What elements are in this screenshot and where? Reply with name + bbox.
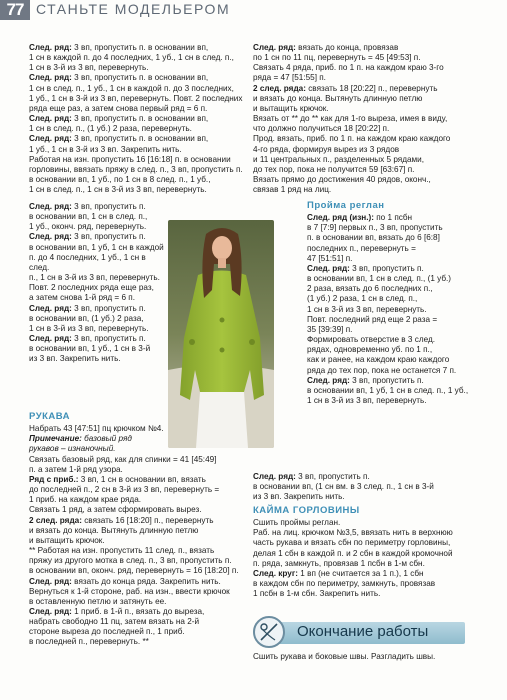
line-text: 1 приб. на каждом крае ряда. — [29, 495, 142, 505]
line-text: 3 вп, пропустить п. — [71, 303, 146, 313]
text-line — [307, 325, 485, 335]
text-line — [29, 43, 249, 53]
text-line — [307, 284, 485, 294]
text-line — [29, 165, 249, 175]
line-text: пряжу из другого мотка в след. п., 3 вп, пропустить п. — [29, 556, 232, 566]
line-text: п. а затем 1-й ряд узора. — [29, 464, 123, 474]
line-text: связать 16 [18:20] п., перевернуть — [81, 515, 214, 525]
needle-scissors-icon — [253, 616, 285, 648]
row-label: След. ряд: — [29, 134, 72, 144]
row-label: След. ряд: — [29, 606, 72, 616]
text-line — [307, 386, 485, 396]
line-text: 1 сн в след. п., (1 уб.) 2 раза, перевернуть. — [29, 124, 192, 134]
line-text: 1 уб., 1 сн в 3-й из 3 вп, перевернуть. Повт. 2 последних — [29, 93, 243, 103]
line-text: Вязать прямо до достижения 40 рядов, оконч., — [253, 175, 431, 185]
line-text: 1 уб., оконч. ряд, перевернуть. — [29, 222, 147, 232]
line-text: 1 сн в 3-й из 3 вп, перевернуть. — [29, 63, 149, 73]
finishing-text: Сшить рукава и боковые швы. Разгладить швы. — [253, 652, 436, 661]
right-column-top — [253, 43, 478, 195]
text-line — [253, 175, 478, 185]
finishing-banner — [253, 616, 465, 648]
line-text: что должно получиться 18 [20:22] п. — [253, 124, 390, 134]
line-text: связав 1 ряд на лиц. — [253, 185, 332, 195]
text-line — [29, 556, 249, 566]
line-text: в основании вп, (1 сн вм. в 3 след. п., 1 сн в 3-й — [253, 482, 434, 492]
row-label: След. ряд: — [29, 73, 72, 83]
line-text: до тех пор, пока не получится 59 [63:67] п. — [253, 164, 415, 174]
line-text: 3 вп, пропустить п. в основании вп, — [71, 73, 209, 83]
text-line — [29, 253, 167, 273]
line-text: а затем снова 1-й ряд = 6 п. — [29, 293, 135, 303]
line-text: ** Работая на изн. пропустить 11 след. п., вязать — [29, 546, 215, 556]
text-line — [29, 495, 249, 505]
text-line — [253, 549, 478, 559]
text-line — [29, 104, 249, 114]
text-line — [253, 155, 478, 165]
row-label: След. ряд: — [29, 114, 72, 124]
text-line — [29, 505, 249, 515]
raglan-section — [307, 201, 485, 406]
line-text: в последней п., перевернуть. ** — [29, 637, 149, 647]
line-text: Связать базовый ряд, как для спинки = 41 [45:49] — [29, 454, 217, 464]
text-line — [29, 587, 249, 597]
left-column-top — [29, 43, 249, 195]
line-text: 3 вп, пропустить п. — [349, 375, 424, 385]
text-line — [29, 73, 249, 83]
line-text: Сшить проймы реглан. — [253, 518, 341, 528]
line-text: 3 вп, пропустить п. — [71, 334, 146, 344]
text-line — [253, 538, 478, 548]
row-label: След. ряд: — [29, 576, 72, 586]
text-line — [29, 124, 249, 134]
finishing-title: Окончание работы — [297, 623, 429, 640]
line-text: 1 сн в 3-й из 3 вп, перевернуть. — [307, 395, 427, 405]
text-line — [29, 344, 167, 354]
line-text: 1 сн в 3-й из 3 вп, перевернуть. — [29, 323, 149, 333]
text-line — [307, 264, 485, 274]
line-text: 3 вп, пропустить п. — [71, 232, 146, 242]
line-text: делая 1 сбн в каждой п. и 2 сбн в каждой кромочной — [253, 548, 453, 558]
text-line — [29, 637, 249, 647]
line-text: и вязать до конца. Вытянуть длинную петлю — [253, 93, 423, 103]
text-line — [307, 376, 485, 386]
row-label: След. ряд: — [253, 472, 296, 481]
line-text: и вязать до конца. Вытянуть длинную петлю — [29, 525, 199, 535]
text-line — [307, 244, 485, 254]
text-line — [253, 104, 478, 114]
header-title: СТАНЬТЕ МОДЕЛЬЕРОМ — [36, 1, 231, 17]
text-line — [253, 472, 478, 482]
line-text: в основании вп, оконч. ряд, перевернуть = 16 [18:20] п. — [29, 566, 239, 576]
line-text: Связать 1 ряд, а затем сформировать вырез. — [29, 505, 202, 515]
text-line — [307, 366, 485, 376]
text-line — [253, 528, 478, 538]
text-line — [253, 482, 478, 492]
text-line — [29, 283, 167, 293]
page-number: 77 — [0, 0, 30, 20]
text-line — [29, 455, 249, 465]
text-line — [29, 212, 167, 222]
text-line — [253, 84, 478, 94]
text-line — [29, 94, 249, 104]
text-line — [253, 145, 478, 155]
text-line — [307, 335, 485, 345]
line-text: Повт. 2 последних ряда еще раз, — [29, 283, 154, 293]
text-line — [29, 597, 249, 607]
text-line — [253, 43, 478, 53]
text-line — [253, 124, 478, 134]
line-text: 1 сн в 3-й из 3 вп, перевернуть. — [307, 304, 427, 314]
line-text: как и ранее, на каждом краю каждого — [307, 355, 450, 365]
line-text: в основании вп, 1 уб., по 1 сн в 8 след. п., 1 уб., — [29, 175, 211, 185]
line-text: 1 уб., 1 сн в 3-й из 3 вп. Закрепить нить. — [29, 144, 182, 154]
text-line — [29, 536, 249, 546]
text-line — [29, 577, 249, 587]
text-line — [253, 569, 478, 579]
text-line — [29, 222, 167, 232]
sleeves-heading: РУКАВА — [29, 411, 71, 422]
text-line — [29, 84, 249, 94]
line-text: Работая на изн. пропустить 16 [16:18] п. в основании — [29, 154, 231, 164]
line-text: 1 сн в каждой п. до 4 последних, 1 уб., 1 сн в след. п., — [29, 53, 234, 63]
line-text: Набрать 43 [47:51] пц крючком №4. — [29, 424, 164, 434]
text-line — [29, 334, 167, 344]
line-text: и вытащить крючок. — [29, 535, 105, 545]
line-text: рядах, одновременно уб. по 1 п., — [307, 345, 433, 355]
line-text: и вытащить крючок. — [253, 103, 329, 113]
text-line — [29, 243, 167, 253]
line-text: 1 сн в след. п., 1 сн в 3-й из 3 вп, перевернуть. — [29, 185, 207, 195]
line-text: по 1 псбн — [373, 213, 413, 223]
line-text: ряда еще раз, а затем снова первый ряд = 6 п. — [29, 103, 208, 113]
text-line — [29, 114, 249, 124]
text-line — [307, 213, 485, 223]
line-text: п. в основании вп, вязать до 6 [6:8] — [307, 233, 440, 243]
line-text: Прод. вязать, приб. по 1 п. на каждом краю каждого — [253, 134, 451, 144]
text-line — [307, 305, 485, 315]
row-label: Примечание: — [29, 434, 82, 444]
text-line — [29, 324, 167, 334]
line-text: (1 уб.) 2 раза, 1 сн в след. п., — [307, 294, 418, 304]
text-line — [307, 223, 485, 233]
text-line — [307, 345, 485, 355]
text-line — [307, 294, 485, 304]
row-label: Ряд с приб.: — [29, 474, 79, 484]
line-text: в основании вп, 1 уб, 1 сн в каждой — [29, 242, 164, 252]
line-text: стороне выреза до последней п., 1 приб. — [29, 627, 185, 637]
text-line — [29, 475, 249, 485]
text-line — [253, 579, 478, 589]
line-text: 3 вп, пропустить п. — [349, 263, 424, 273]
line-text: Вязать от ** до ** как для 1-го выреза, имея в виду, — [253, 114, 448, 124]
line-text: 3 вп, пропустить п. в основании вп, — [71, 43, 209, 52]
row-label: След. круг: — [253, 568, 298, 578]
line-text: ряда до тех пор, пока не останется 7 п. — [307, 365, 457, 375]
line-text: в основании вп, 1 сн в след. п., — [29, 212, 148, 222]
line-text: в основании вп, 1 сн в след. п., (1 уб.) — [307, 274, 452, 284]
text-line — [253, 589, 478, 599]
text-line — [29, 293, 167, 303]
text-line — [307, 315, 485, 325]
text-line — [253, 73, 478, 83]
text-line — [29, 617, 249, 627]
line-text: последних п., перевернуть = — [307, 243, 416, 253]
raglan-final-rows — [253, 472, 478, 502]
line-text: вязать до конца ряда. Закрепить нить. — [71, 576, 221, 586]
line-text: из 3 вп. Закрепить нить. — [253, 492, 345, 502]
line-text: до последней п., 2 сн в 3-й из 3 вп, перевернуть = — [29, 485, 220, 495]
row-label: След. ряд (изн.): — [307, 213, 374, 223]
text-line — [253, 518, 478, 528]
line-text: в основании вп, (1 уб.) 2 раза, — [29, 313, 144, 323]
line-text: и 11 центральных п., разделенных 5 рядами, — [253, 154, 425, 164]
neckband-section — [253, 502, 478, 599]
line-text: в основании вп, 1 уб, 1 сн в след. п., 1 уб., — [307, 385, 469, 395]
line-text: 3 вп, пропустить п. в основании вп, — [71, 114, 209, 124]
text-line — [29, 354, 167, 364]
line-text: 1 приб. в 1-й п., вязать до выреза, — [71, 606, 205, 616]
text-line — [29, 155, 249, 165]
text-line — [29, 175, 249, 185]
line-text: рукавов – изнаночный. — [29, 444, 116, 454]
text-line — [253, 94, 478, 104]
row-label: След. ряд: — [29, 43, 72, 52]
text-line — [29, 516, 249, 526]
text-line — [29, 465, 249, 475]
row-label: След. ряд: — [307, 263, 350, 273]
raglan-heading: Пройма реглан — [307, 200, 385, 211]
text-line — [253, 53, 478, 63]
line-text: 35 [39:39] п. — [307, 324, 353, 334]
text-line — [307, 355, 485, 365]
line-text: п. до 4 последних, 1 уб., 1 сн в след. — [29, 252, 146, 272]
text-line — [29, 185, 249, 195]
line-text: в каждом сбн по периметру, замкнуть, провязав — [253, 579, 436, 589]
text-line — [29, 53, 249, 63]
row-label: 2 след. ряда: — [253, 83, 306, 93]
text-line — [307, 233, 485, 243]
line-text: 1 псбн в 1-м сбн. Закрепить нить. — [253, 589, 381, 599]
row-label: След. ряд: — [307, 375, 350, 385]
line-text: 3 вп, пропустить п. в основании вп, — [71, 134, 209, 144]
text-line — [307, 396, 485, 406]
line-text: п., 1 сн в 3-й из 3 вп, перевернуть. — [29, 273, 160, 283]
text-line — [307, 254, 485, 264]
line-text: Повт. последний ряд еще 2 раза = — [307, 314, 438, 324]
line-text: п. ряда, замкнуть, провязав 1 псбн в 1-м сбн. — [253, 558, 425, 568]
line-text: 3 вп, 1 сн в основании вп, вязать — [78, 474, 206, 484]
text-line — [29, 145, 249, 155]
line-text: связать 18 [20:22] п., перевернуть — [305, 83, 438, 93]
text-line — [29, 566, 249, 576]
line-text: 4-го ряда, формируя вырез из 3 рядов — [253, 144, 400, 154]
text-line — [253, 185, 478, 195]
page-header — [0, 0, 507, 22]
row-label: 2 след. ряда: — [29, 515, 82, 525]
model-photo — [168, 220, 274, 448]
text-line — [253, 63, 478, 73]
text-line — [253, 134, 478, 144]
line-text: 3 вп, пропустить п. — [295, 472, 370, 481]
row-label: След. ряд: — [253, 43, 296, 52]
text-line — [29, 232, 167, 242]
text-line — [29, 546, 249, 556]
line-text: Раб. на лиц. крючком №3,5, ввязать нить в верхнюю — [253, 528, 453, 538]
row-label: След. ряд: — [29, 202, 72, 211]
row-label: След. ряд: — [29, 303, 72, 313]
text-line — [253, 559, 478, 569]
left-column-beside-photo — [29, 202, 167, 365]
line-text: в 7 [7:9] первых п., 3 вп, пропустить — [307, 223, 443, 233]
text-line — [29, 485, 249, 495]
text-line — [29, 202, 167, 212]
line-text: Связать 4 ряда, приб. по 1 п. на каждом краю 3-го — [253, 63, 444, 73]
row-label: След. ряд: — [29, 232, 72, 242]
line-text: 2 раза, вязать до 6 последних п., — [307, 284, 433, 294]
line-text: 1 сн в след. п., 1 уб., 1 сн в каждой п. до 3 последних, — [29, 83, 234, 93]
text-line — [29, 304, 167, 314]
text-line — [253, 492, 478, 502]
line-text: по 1 сн по 11 пц, перевернуть = 45 [49:53] п. — [253, 53, 421, 63]
text-line — [29, 627, 249, 637]
line-text: горловины, ввязать пряжу в след. п., 3 вп, пропустить п. — [29, 164, 243, 174]
text-line — [253, 165, 478, 175]
line-text: базовый ряд — [81, 434, 132, 444]
line-text: в основании вп, 1 уб., 1 сн в 3-й — [29, 344, 151, 354]
line-text: Вернуться к 1-й стороне, раб. на изн., ввести крючок — [29, 586, 230, 596]
text-line — [29, 314, 167, 324]
line-text: вязать до конца, провязав — [295, 43, 399, 52]
text-line — [29, 134, 249, 144]
text-line — [29, 607, 249, 617]
line-text: в оставленную петлю и затянуть ее. — [29, 596, 167, 606]
text-line — [29, 273, 167, 283]
line-text: 3 вп, пропустить п. — [71, 202, 146, 211]
text-line — [307, 274, 485, 284]
line-text: набрать свободно 11 пц, затем вязать на 2-й — [29, 617, 200, 627]
line-text: из 3 вп. Закрепить нить. — [29, 354, 121, 364]
line-text: 47 [51:51] п. — [307, 253, 353, 263]
text-line — [29, 63, 249, 73]
row-label: След. ряд: — [29, 334, 72, 344]
line-text: часть рукава и вязать сбн по периметру горловины, — [253, 538, 451, 548]
text-line — [29, 526, 249, 536]
neckband-heading: КАЙМА ГОРЛОВИНЫ — [253, 505, 360, 516]
line-text: 1 вп (не считается за 1 п.), 1 сбн — [298, 568, 424, 578]
line-text: ряда = 47 [51:55] п. — [253, 73, 326, 83]
line-text: Формировать отверстие в 3 след. — [307, 335, 436, 345]
text-line — [253, 114, 478, 124]
